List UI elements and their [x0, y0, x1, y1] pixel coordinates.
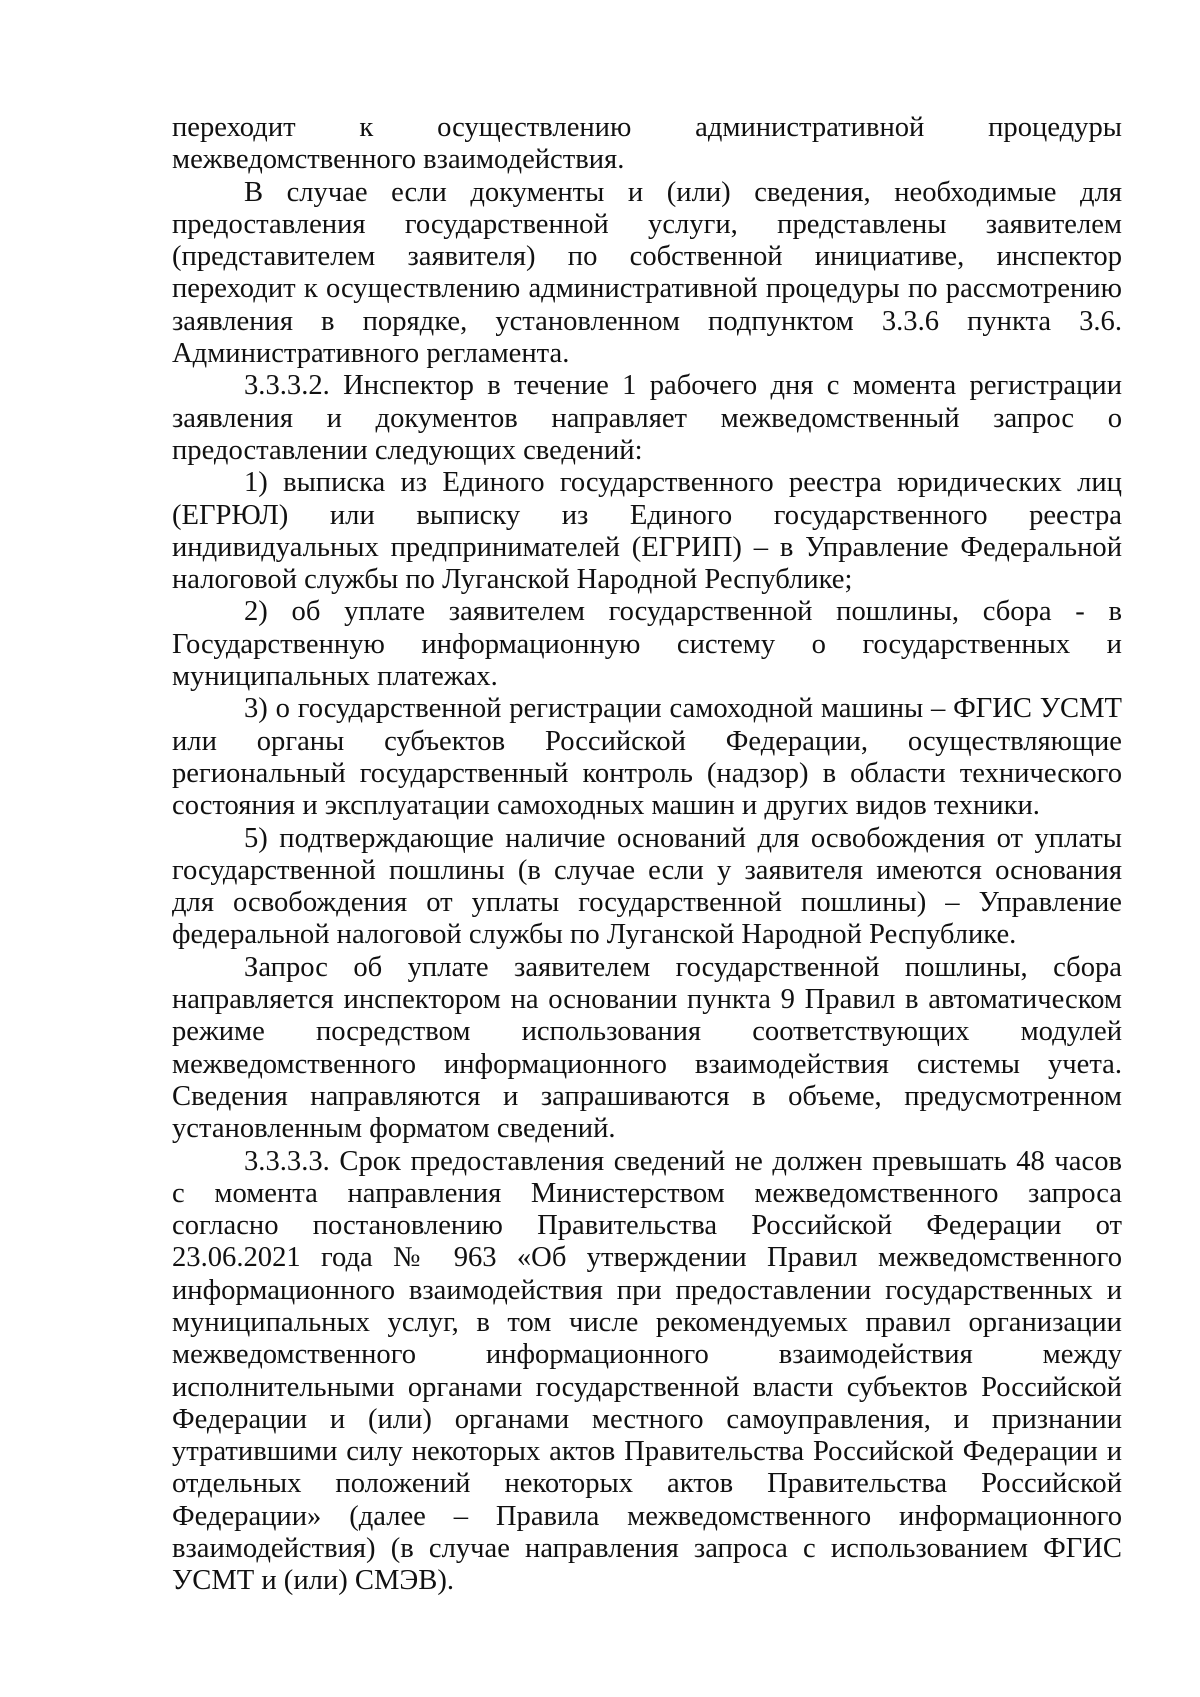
paragraph-own-initiative: В случае если документы и (или) сведения, необходимые для предоставления государственной услуги, представлены заявителем (представителем заявителя) по собственной инициативе, инспектор переходит к осуществлению административной процедуры по рассмотрению заявления в порядке, установленном подпунктом 3.3.6 пункта 3.6. Административного регламента. — [172, 176, 1122, 370]
list-item-5-exemption: 5) подтверждающие наличие оснований для освобождения от уплаты государственной пошлины (в случае если у заявителя имеются основания для освобождения от уплаты государственной пошлины) – Управление федеральной налоговой службы по Луганской Народной Республике. — [172, 822, 1122, 951]
paragraph-continuation: переходит к осуществлению административной процедуры межведомственного взаимодействия. — [172, 112, 1122, 176]
list-item-3-registration: 3) о государственной регистрации самоходной машины – ФГИС УСМТ или органы субъектов Российской Федерации, осуществляющие региональный государственный контроль (надзор) в области технического состояния и эксплуатации самоходных машин и других видов техники. — [172, 693, 1122, 822]
paragraph-3-3-3-3: 3.3.3.3. Срок предоставления сведений не должен превышать 48 часов с момента направления Министерством межведомственного запроса согласно постановлению Правительства Российской Федерации от 23.06.2021 года № 963 «Об утверждении Правил межведомственного информационного взаимодействия при предоставлении государственных и муниципальных услуг, в том числе рекомендуемых правил организации межведомственного информационного взаимодействия между исполнительными органами государственной власти субъектов Российской Федерации и (или) органами местного самоуправления, и признании утратившими силу некоторых актов Правительства Российской Федерации и отдельных положений некоторых актов Правительства Российской Федерации» (далее – Правила межведомственного информационного взаимодействия) (в случае направления запроса с использованием ФГИС УСМТ и (или) СМЭВ). — [172, 1145, 1122, 1597]
document-page — [172, 112, 1122, 1598]
list-item-2-payment: 2) об уплате заявителем государственной пошлины, сбора - в Государственную информационную систему о государственных и муниципальных платежах. — [172, 596, 1122, 693]
list-item-1-egrul: 1) выписка из Единого государственного реестра юридических лиц (ЕГРЮЛ) или выписку из Единого государственного реестра индивидуальных предпринимателей (ЕГРИП) – в Управление Федеральной налоговой службы по Луганской Народной Республике; — [172, 467, 1122, 596]
paragraph-payment-request: Запрос об уплате заявителем государственной пошлины, сбора направляется инспектором на основании пункта 9 Правил в автоматическом режиме посредством использования соответствующих модулей межведомственного информационного взаимодействия системы учета. Сведения направляются и запрашиваются в объеме, предусмотренном установленным форматом сведений. — [172, 951, 1122, 1145]
paragraph-3-3-3-2: 3.3.3.2. Инспектор в течение 1 рабочего дня с момента регистрации заявления и документов направляет межведомственный запрос о предоставлении следующих сведений: — [172, 370, 1122, 466]
